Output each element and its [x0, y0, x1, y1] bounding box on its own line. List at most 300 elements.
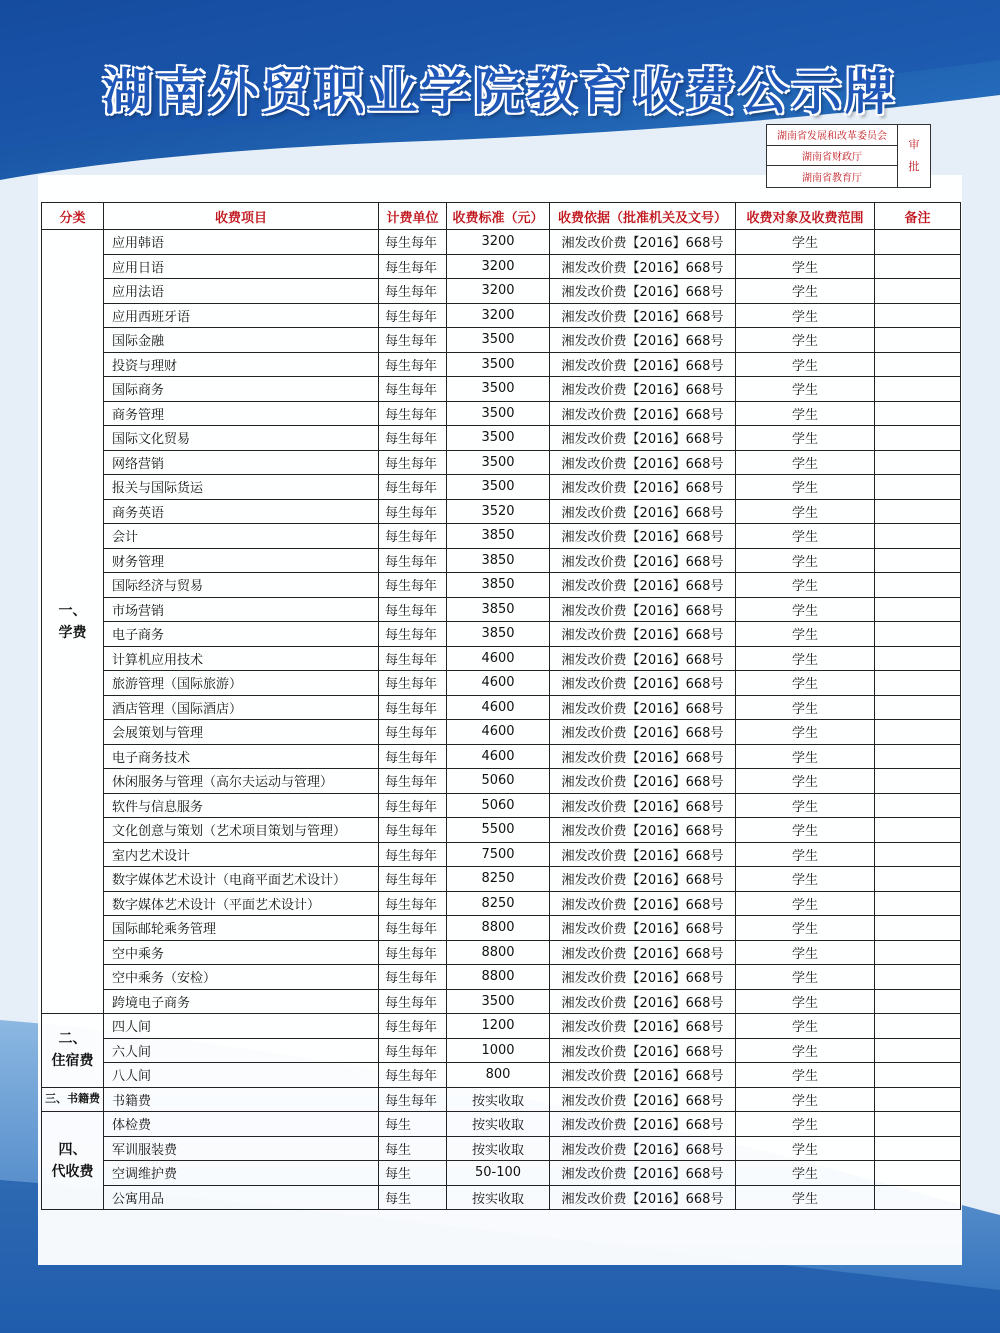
cell-std: 50-100: [447, 1161, 550, 1186]
cell-basis: 湘发改价费【2016】668号: [550, 377, 736, 402]
cell-std: 3520: [447, 499, 550, 524]
table-row: [42, 867, 961, 892]
cell-basis: 湘发改价费【2016】668号: [550, 254, 736, 279]
cell-item: 网络营销: [104, 450, 379, 475]
cell-item: 计算机应用技术: [104, 646, 379, 671]
cell-target: 学生: [736, 573, 875, 598]
cell-basis: 湘发改价费【2016】668号: [550, 695, 736, 720]
cell-unit: 每生每年: [379, 254, 447, 279]
category-cell: 二、 住宿费: [42, 1014, 104, 1088]
cell-item: 应用韩语: [104, 230, 379, 255]
cell-note: [875, 1063, 961, 1088]
cell-basis: 湘发改价费【2016】668号: [550, 303, 736, 328]
table-row: [42, 891, 961, 916]
cell-target: 学生: [736, 916, 875, 941]
cell-note: [875, 499, 961, 524]
cell-item: 商务管理: [104, 401, 379, 426]
cell-target: 学生: [736, 646, 875, 671]
cell-std: 3200: [447, 303, 550, 328]
cell-unit: 每生每年: [379, 597, 447, 622]
cell-note: [875, 303, 961, 328]
cell-std: 3850: [447, 524, 550, 549]
table-row: [42, 769, 961, 794]
cell-item: 空中乘务: [104, 940, 379, 965]
cell-std: 5500: [447, 818, 550, 843]
cell-std: 3850: [447, 597, 550, 622]
table-row: [42, 1038, 961, 1063]
cell-basis: 湘发改价费【2016】668号: [550, 646, 736, 671]
table-row: [42, 1112, 961, 1137]
table-row: [42, 842, 961, 867]
cell-item: 电子商务: [104, 622, 379, 647]
cell-unit: 每生每年: [379, 769, 447, 794]
cell-target: 学生: [736, 818, 875, 843]
cell-basis: 湘发改价费【2016】668号: [550, 891, 736, 916]
cell-unit: 每生每年: [379, 720, 447, 745]
cell-std: 3200: [447, 230, 550, 255]
cell-target: 学生: [736, 426, 875, 451]
table-row: [42, 1063, 961, 1088]
cell-note: [875, 1087, 961, 1112]
cell-basis: 湘发改价费【2016】668号: [550, 1185, 736, 1210]
header-standard: 收费标准（元）: [447, 203, 550, 230]
cell-unit: 每生每年: [379, 548, 447, 573]
cell-item: 四人间: [104, 1014, 379, 1039]
cell-note: [875, 965, 961, 990]
cell-unit: 每生每年: [379, 1038, 447, 1063]
cell-basis: 湘发改价费【2016】668号: [550, 622, 736, 647]
cell-std: 8800: [447, 916, 550, 941]
cell-note: [875, 1185, 961, 1210]
table-row: [42, 940, 961, 965]
cell-unit: 每生每年: [379, 916, 447, 941]
cell-basis: 湘发改价费【2016】668号: [550, 499, 736, 524]
cell-item: 数字媒体艺术设计（平面艺术设计）: [104, 891, 379, 916]
category-cell: 三、书籍费: [42, 1087, 104, 1112]
cell-std: 5060: [447, 793, 550, 818]
header-unit: 计费单位: [379, 203, 447, 230]
cell-target: 学生: [736, 475, 875, 500]
cell-std: 3850: [447, 573, 550, 598]
table-row: [42, 499, 961, 524]
cell-target: 学生: [736, 1038, 875, 1063]
cell-basis: 湘发改价费【2016】668号: [550, 426, 736, 451]
cell-target: 学生: [736, 720, 875, 745]
header-basis: 收费依据（批准机关及文号）: [550, 203, 736, 230]
header-target: 收费对象及收费范围: [736, 203, 875, 230]
cell-note: [875, 867, 961, 892]
cell-note: [875, 597, 961, 622]
cell-item: 跨境电子商务: [104, 989, 379, 1014]
cell-std: 3500: [447, 401, 550, 426]
cell-unit: 每生每年: [379, 695, 447, 720]
cell-unit: 每生每年: [379, 1014, 447, 1039]
cell-basis: 湘发改价费【2016】668号: [550, 720, 736, 745]
cell-std: 3500: [447, 352, 550, 377]
cell-item: 国际文化贸易: [104, 426, 379, 451]
cell-note: [875, 744, 961, 769]
cell-unit: 每生每年: [379, 1063, 447, 1088]
cell-note: [875, 1112, 961, 1137]
table-row: [42, 744, 961, 769]
cell-unit: 每生每年: [379, 793, 447, 818]
cell-note: [875, 646, 961, 671]
cell-item: 国际金融: [104, 328, 379, 353]
header-note: 备注: [875, 203, 961, 230]
cell-unit: 每生每年: [379, 475, 447, 500]
cell-basis: 湘发改价费【2016】668号: [550, 916, 736, 941]
cell-std: 3500: [447, 328, 550, 353]
cell-note: [875, 1038, 961, 1063]
table-row: [42, 328, 961, 353]
cell-std: 5060: [447, 769, 550, 794]
cell-basis: 湘发改价费【2016】668号: [550, 1038, 736, 1063]
cell-std: 4600: [447, 695, 550, 720]
cell-target: 学生: [736, 377, 875, 402]
cell-target: 学生: [736, 499, 875, 524]
cell-std: 按实收取: [447, 1185, 550, 1210]
cell-basis: 湘发改价费【2016】668号: [550, 769, 736, 794]
cell-target: 学生: [736, 352, 875, 377]
cell-item: 公寓用品: [104, 1185, 379, 1210]
cell-target: 学生: [736, 230, 875, 255]
cell-target: 学生: [736, 1161, 875, 1186]
cell-note: [875, 328, 961, 353]
cell-target: 学生: [736, 867, 875, 892]
table-row: [42, 671, 961, 696]
cell-unit: 每生每年: [379, 279, 447, 304]
cell-item: 国际经济与贸易: [104, 573, 379, 598]
cell-std: 1000: [447, 1038, 550, 1063]
cell-target: 学生: [736, 1087, 875, 1112]
cell-item: 市场营销: [104, 597, 379, 622]
cell-target: 学生: [736, 279, 875, 304]
cell-unit: 每生每年: [379, 230, 447, 255]
cell-item: 电子商务技术: [104, 744, 379, 769]
cell-item: 国际邮轮乘务管理: [104, 916, 379, 941]
cell-note: [875, 254, 961, 279]
cell-item: 空中乘务（安检）: [104, 965, 379, 990]
cell-item: 室内艺术设计: [104, 842, 379, 867]
page-title: 湖南外贸职业学院教育收费公示牌: [102, 63, 898, 121]
table-row: [42, 1014, 961, 1039]
cell-basis: 湘发改价费【2016】668号: [550, 1161, 736, 1186]
cell-target: 学生: [736, 769, 875, 794]
cell-item: 投资与理财: [104, 352, 379, 377]
cell-item: 文化创意与策划（艺术项目策划与管理）: [104, 818, 379, 843]
cell-std: 3200: [447, 279, 550, 304]
cell-unit: 每生每年: [379, 524, 447, 549]
cell-unit: 每生每年: [379, 891, 447, 916]
cell-note: [875, 622, 961, 647]
approval-org: 湖南省发展和改革委员会: [767, 125, 897, 146]
table-row: [42, 548, 961, 573]
cell-std: 800: [447, 1063, 550, 1088]
cell-note: [875, 426, 961, 451]
table-row: [42, 1185, 961, 1210]
cell-target: 学生: [736, 401, 875, 426]
cell-unit: 每生: [379, 1136, 447, 1161]
cell-basis: 湘发改价费【2016】668号: [550, 867, 736, 892]
cell-item: 军训服装费: [104, 1136, 379, 1161]
cell-basis: 湘发改价费【2016】668号: [550, 230, 736, 255]
cell-item: 旅游管理（国际旅游）: [104, 671, 379, 696]
cell-note: [875, 793, 961, 818]
cell-note: [875, 352, 961, 377]
cell-note: [875, 940, 961, 965]
cell-item: 休闲服务与管理（高尔夫运动与管理）: [104, 769, 379, 794]
cell-note: [875, 450, 961, 475]
cell-note: [875, 524, 961, 549]
cell-target: 学生: [736, 622, 875, 647]
cell-std: 4600: [447, 744, 550, 769]
cell-target: 学生: [736, 1014, 875, 1039]
approval-box: [766, 124, 931, 188]
cell-item: 体检费: [104, 1112, 379, 1137]
cell-note: [875, 230, 961, 255]
cell-unit: 每生每年: [379, 965, 447, 990]
cell-basis: 湘发改价费【2016】668号: [550, 1112, 736, 1137]
cell-unit: 每生每年: [379, 622, 447, 647]
table-row: [42, 573, 961, 598]
cell-note: [875, 377, 961, 402]
cell-target: 学生: [736, 940, 875, 965]
cell-note: [875, 548, 961, 573]
table-row: [42, 646, 961, 671]
cell-std: 3200: [447, 254, 550, 279]
cell-basis: 湘发改价费【2016】668号: [550, 328, 736, 353]
cell-target: 学生: [736, 1136, 875, 1161]
table-row: [42, 1161, 961, 1186]
header-category: 分类: [42, 203, 104, 230]
cell-std: 按实收取: [447, 1087, 550, 1112]
cell-note: [875, 671, 961, 696]
cell-unit: 每生每年: [379, 671, 447, 696]
cell-basis: 湘发改价费【2016】668号: [550, 524, 736, 549]
table-row: [42, 793, 961, 818]
cell-std: 3500: [447, 377, 550, 402]
table-row: [42, 720, 961, 745]
cell-unit: 每生每年: [379, 499, 447, 524]
category-cell: 一、 学费: [42, 230, 104, 1014]
cell-item: 会计: [104, 524, 379, 549]
cell-std: 3500: [447, 475, 550, 500]
cell-std: 8800: [447, 940, 550, 965]
cell-std: 4600: [447, 646, 550, 671]
cell-unit: 每生每年: [379, 328, 447, 353]
approval-org: 湖南省教育厅: [802, 173, 862, 185]
cell-basis: 湘发改价费【2016】668号: [550, 548, 736, 573]
cell-basis: 湘发改价费【2016】668号: [550, 279, 736, 304]
cell-basis: 湘发改价费【2016】668号: [550, 475, 736, 500]
cell-item: 软件与信息服务: [104, 793, 379, 818]
cell-target: 学生: [736, 1185, 875, 1210]
cell-unit: 每生每年: [379, 842, 447, 867]
cell-target: 学生: [736, 989, 875, 1014]
cell-basis: 湘发改价费【2016】668号: [550, 671, 736, 696]
table-row: [42, 254, 961, 279]
table-row: [42, 916, 961, 941]
cell-target: 学生: [736, 695, 875, 720]
cell-item: 酒店管理（国际酒店）: [104, 695, 379, 720]
table-header-row: [42, 203, 961, 230]
table-row: [42, 303, 961, 328]
cell-std: 7500: [447, 842, 550, 867]
cell-note: [875, 842, 961, 867]
cell-basis: 湘发改价费【2016】668号: [550, 1136, 736, 1161]
cell-note: [875, 1136, 961, 1161]
cell-item: 空调维护费: [104, 1161, 379, 1186]
approval-label-text: 审 批: [908, 138, 920, 173]
cell-note: [875, 769, 961, 794]
cell-unit: 每生每年: [379, 450, 447, 475]
cell-basis: 湘发改价费【2016】668号: [550, 1063, 736, 1088]
cell-note: [875, 695, 961, 720]
cell-target: 学生: [736, 597, 875, 622]
cell-basis: 湘发改价费【2016】668号: [550, 573, 736, 598]
table-row: [42, 377, 961, 402]
cell-unit: 每生每年: [379, 867, 447, 892]
cell-basis: 湘发改价费【2016】668号: [550, 818, 736, 843]
cell-std: 1200: [447, 1014, 550, 1039]
cell-std: 4600: [447, 671, 550, 696]
cell-target: 学生: [736, 450, 875, 475]
cell-target: 学生: [736, 793, 875, 818]
cell-note: [875, 1161, 961, 1186]
cell-target: 学生: [736, 842, 875, 867]
cell-target: 学生: [736, 671, 875, 696]
cell-item: 应用日语: [104, 254, 379, 279]
cell-std: 3850: [447, 548, 550, 573]
fee-table: [41, 202, 961, 1210]
cell-target: 学生: [736, 548, 875, 573]
cell-item: 书籍费: [104, 1087, 379, 1112]
cell-note: [875, 573, 961, 598]
table-row: [42, 597, 961, 622]
cell-basis: 湘发改价费【2016】668号: [550, 401, 736, 426]
cell-unit: 每生每年: [379, 744, 447, 769]
table-row: [42, 818, 961, 843]
cell-std: 按实收取: [447, 1136, 550, 1161]
cell-item: 会展策划与管理: [104, 720, 379, 745]
cell-std: 3500: [447, 426, 550, 451]
cell-unit: 每生每年: [379, 377, 447, 402]
cell-unit: 每生: [379, 1185, 447, 1210]
cell-note: [875, 891, 961, 916]
cell-target: 学生: [736, 328, 875, 353]
cell-std: 3850: [447, 622, 550, 647]
cell-target: 学生: [736, 965, 875, 990]
table-row: [42, 1136, 961, 1161]
cell-note: [875, 916, 961, 941]
table-body: [42, 230, 961, 1210]
cell-unit: 每生每年: [379, 989, 447, 1014]
approval-org: 湖南省财政厅: [767, 146, 897, 167]
table-row: [42, 352, 961, 377]
cell-item: 八人间: [104, 1063, 379, 1088]
cell-item: 六人间: [104, 1038, 379, 1063]
cell-unit: 每生每年: [379, 303, 447, 328]
cell-basis: 湘发改价费【2016】668号: [550, 744, 736, 769]
approval-orgs: [767, 125, 898, 187]
table-row: [42, 695, 961, 720]
cell-unit: 每生每年: [379, 646, 447, 671]
cell-unit: 每生每年: [379, 573, 447, 598]
table-row: [42, 426, 961, 451]
table-row: [42, 524, 961, 549]
cell-basis: 湘发改价费【2016】668号: [550, 352, 736, 377]
cell-unit: 每生每年: [379, 401, 447, 426]
cell-std: 4600: [447, 720, 550, 745]
cell-item: 应用西班牙语: [104, 303, 379, 328]
table-row: [42, 230, 961, 255]
cell-basis: 湘发改价费【2016】668号: [550, 842, 736, 867]
cell-basis: 湘发改价费【2016】668号: [550, 989, 736, 1014]
cell-note: [875, 818, 961, 843]
cell-std: 8800: [447, 965, 550, 990]
cell-item: 商务英语: [104, 499, 379, 524]
cell-note: [875, 279, 961, 304]
cell-basis: 湘发改价费【2016】668号: [550, 597, 736, 622]
cell-target: 学生: [736, 524, 875, 549]
cell-unit: 每生每年: [379, 1087, 447, 1112]
cell-target: 学生: [736, 254, 875, 279]
table-row: [42, 450, 961, 475]
cell-unit: 每生每年: [379, 940, 447, 965]
cell-basis: 湘发改价费【2016】668号: [550, 793, 736, 818]
table-row: [42, 622, 961, 647]
header-item: 收费项目: [104, 203, 379, 230]
cell-unit: 每生: [379, 1161, 447, 1186]
cell-note: [875, 401, 961, 426]
cell-basis: 湘发改价费【2016】668号: [550, 940, 736, 965]
cell-note: [875, 475, 961, 500]
cell-item: 数字媒体艺术设计（电商平面艺术设计）: [104, 867, 379, 892]
cell-target: 学生: [736, 303, 875, 328]
table-row: [42, 279, 961, 304]
cell-target: 学生: [736, 891, 875, 916]
table-row: [42, 989, 961, 1014]
cell-unit: 每生每年: [379, 426, 447, 451]
cell-std: 8250: [447, 867, 550, 892]
table-row: [42, 1087, 961, 1112]
cell-item: 报关与国际货运: [104, 475, 379, 500]
cell-basis: 湘发改价费【2016】668号: [550, 1014, 736, 1039]
approval-label: [898, 125, 930, 187]
cell-basis: 湘发改价费【2016】668号: [550, 1087, 736, 1112]
cell-std: 3500: [447, 989, 550, 1014]
cell-unit: 每生每年: [379, 818, 447, 843]
cell-item: 国际商务: [104, 377, 379, 402]
table-row: [42, 401, 961, 426]
table-row: [42, 965, 961, 990]
cell-basis: 湘发改价费【2016】668号: [550, 450, 736, 475]
cell-note: [875, 720, 961, 745]
cell-note: [875, 1014, 961, 1039]
cell-item: 财务管理: [104, 548, 379, 573]
table-row: [42, 475, 961, 500]
cell-basis: 湘发改价费【2016】668号: [550, 965, 736, 990]
cell-std: 3500: [447, 450, 550, 475]
cell-note: [875, 989, 961, 1014]
cell-std: 按实收取: [447, 1112, 550, 1137]
cell-target: 学生: [736, 744, 875, 769]
cell-unit: 每生: [379, 1112, 447, 1137]
category-cell: 四、 代收费: [42, 1112, 104, 1210]
cell-target: 学生: [736, 1112, 875, 1137]
cell-item: 应用法语: [104, 279, 379, 304]
cell-unit: 每生每年: [379, 352, 447, 377]
